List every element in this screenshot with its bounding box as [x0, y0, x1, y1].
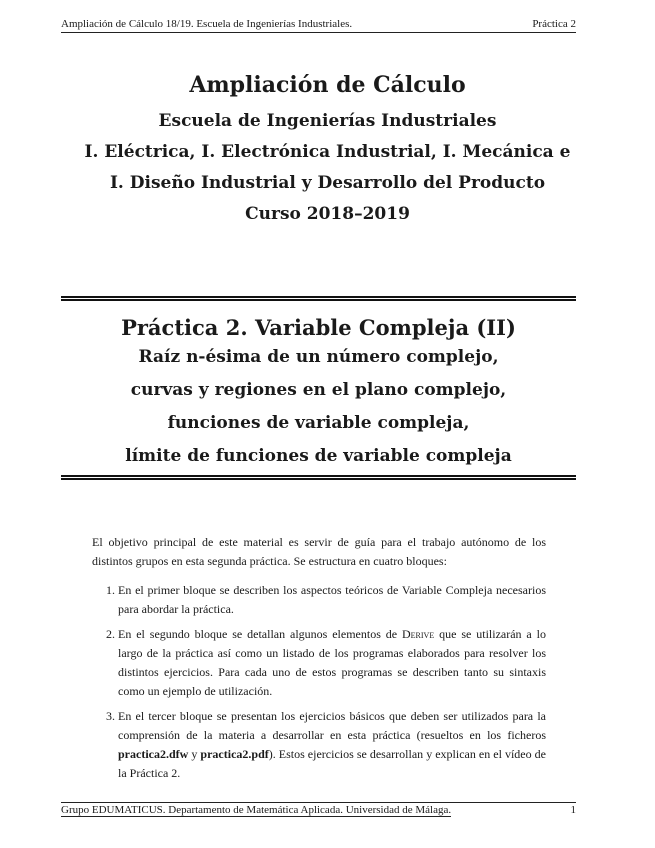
title-block	[0, 72, 655, 230]
practice-subtitle-4: límite de funciones de variable compleja	[125, 446, 512, 466]
list-item: 2. En el segundo bloque se detallan algunos elementos de Derive que se utilizarán a lo largo de la práctica así como un listado de los programas elaborados para resolver los distintos ejercicios. Para cada uno de estos programas se describen tanto su sintaxis como un ejemplo de utilización.	[118, 625, 546, 701]
academic-year: Curso 2018–2019	[245, 204, 410, 224]
practice-subtitle-2: curvas y regiones en el plano complejo,	[130, 380, 507, 400]
header-right: Práctica 2	[532, 18, 576, 30]
running-footer	[61, 802, 576, 817]
practice-title-box	[61, 296, 576, 480]
practice-title: Práctica 2. Variable Compleja (II)	[121, 315, 516, 340]
running-header	[61, 18, 576, 33]
degrees-line-2: I. Diseño Industrial y Desarrollo del Producto	[109, 173, 546, 193]
school-name: Escuela de Ingenierías Industriales	[158, 111, 497, 131]
derive-name: Derive	[402, 627, 435, 641]
file-pdf: practica2.pdf	[200, 747, 269, 761]
course-title: Ampliación de Cálculo	[189, 72, 466, 98]
degrees-line-1: I. Eléctrica, I. Electrónica Industrial, I. Mecánica e	[84, 142, 571, 162]
block-list	[92, 581, 546, 783]
list-item: 1. En el primer bloque se describen los aspectos teóricos de Variable Compleja necesarios para abordar la práctica.	[118, 581, 546, 619]
page-number: 1	[570, 804, 576, 816]
list-item: 3. En el tercer bloque se presentan los ejercicios básicos que deben ser utilizados para la comprensión de la materia a desarrollar en esta práctica (resueltos en los ficheros practica2.dfw y practica2.pdf). Estos ejercicios se desarrollan y explican en el vídeo de la Práctica 2.	[118, 707, 546, 783]
file-dfw: practica2.dfw	[118, 747, 189, 761]
footer-text: Grupo EDUMATICUS. Departamento de Matemática Aplicada. Universidad de Málaga.	[61, 804, 452, 816]
intro-paragraph: El objetivo principal de este material es servir de guía para el trabajo autónomo de los distintos grupos en esta segunda práctica. Se estructura en cuatro bloques:	[92, 535, 546, 568]
practice-subtitle-1: Raíz n-ésima de un número complejo,	[138, 347, 499, 367]
practice-subtitle-3: funciones de variable compleja,	[167, 413, 470, 433]
header-left: Ampliación de Cálculo 18/19. Escuela de Ingenierías Industriales.	[61, 18, 353, 30]
introduction	[92, 533, 546, 789]
